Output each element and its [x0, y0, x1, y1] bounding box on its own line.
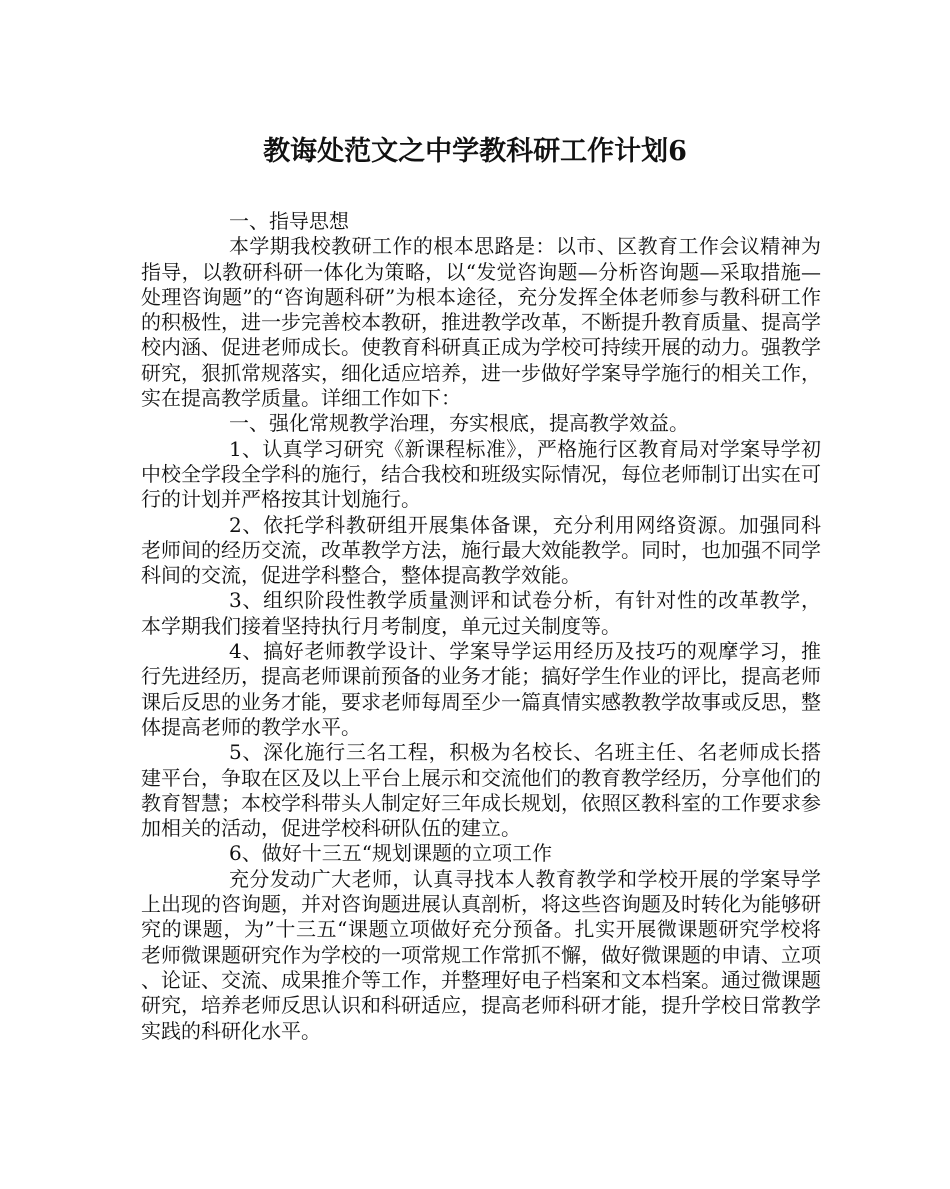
paragraph: 2、依托学科教研组开展集体备课，充分利用网络资源。加强同科老师间的经历交流，改革教学方法，施行最大效能教学。同时，也加强不同学科间的交流，促进学科整合，整体提高教学效能。 [141, 512, 821, 588]
paragraph: 5、深化施行三名工程，积极为名校长、名班主任、名老师成长搭建平台，争取在区及以上平台上展示和交流他们的教育教学经历，分享他们的教育智慧；本校学科带头人制定好三年成长规划，依照区教科室的工作要求参加相关的活动，促进学校科研队伍的建立。 [141, 740, 821, 841]
paragraph: 充分发动广大老师，认真寻找本人教育教学和学校开展的学案导学上出现的咨询题，并对咨询题进展认真剖析，将这些咨询题及时转化为能够研究的课题，为”十三五“课题立项做好充分预备。扎实开展微课题研究学校将老师微课题研究作为学校的一项常规工作常抓不懈，做好微课题的申请、立项、论证、交流、成果推介等工作，并整理好电子档案和文本档案。通过微课题研究，培养老师反思认识和科研适应，提高老师科研才能，提升学校日常教学实践的科研化水平。 [141, 866, 821, 1043]
paragraph: 4、搞好老师教学设计、学案导学运用经历及技巧的观摩学习，推行先进经历，提高老师课前预备的业务才能；搞好学生作业的评比，提高老师课后反思的业务才能，要求老师每周至少一篇真情实感教教学故事或反思，整体提高老师的教学水平。 [141, 639, 821, 739]
paragraph: 3、组织阶段性教学质量测评和试卷分析，有针对性的改革教学，本学期我们接着坚持执行月考制度，单元过关制度等。 [141, 588, 821, 638]
paragraph: 1、认真学习研究《新课程标准》，严格施行区教育局对学案导学初中校全学段全学科的施行，结合我校和班级实际情况，每位老师制订出实在可行的计划并严格按其计划施行。 [141, 436, 821, 512]
document-body [141, 209, 821, 1044]
document-title: 教诲处范文之中学教科研工作计划6 [263, 136, 687, 167]
paragraph-heading-project: 6、做好十三五“规划课题的立项工作 [229, 841, 552, 866]
paragraph-heading-guiding-ideology: 一、指导思想 [229, 209, 349, 233]
paragraph-heading-routine-teaching: 一、强化常规教学治理，夯实根底，提高教学效益。 [229, 411, 689, 436]
paragraph: 本学期我校教研工作的根本思路是：以市、区教育工作会议精神为指导，以教研科研一体化为策略，以“发觉咨询题—分析咨询题—采取措施—处理咨询题”的“咨询题科研”为根本途径，充分发挥全体老师参与教科研工作的积极性，进一步完善校本教研，推进教学改革，不断提升教育质量、提高学校内涵、促进老师成长。使教育科研真正成为学校可持续开展的动力。强教学研究，狠抓常规落实，细化适应培养，进一步做好学案导学施行的相关工作，实在提高教学质量。详细工作如下： [141, 234, 821, 411]
